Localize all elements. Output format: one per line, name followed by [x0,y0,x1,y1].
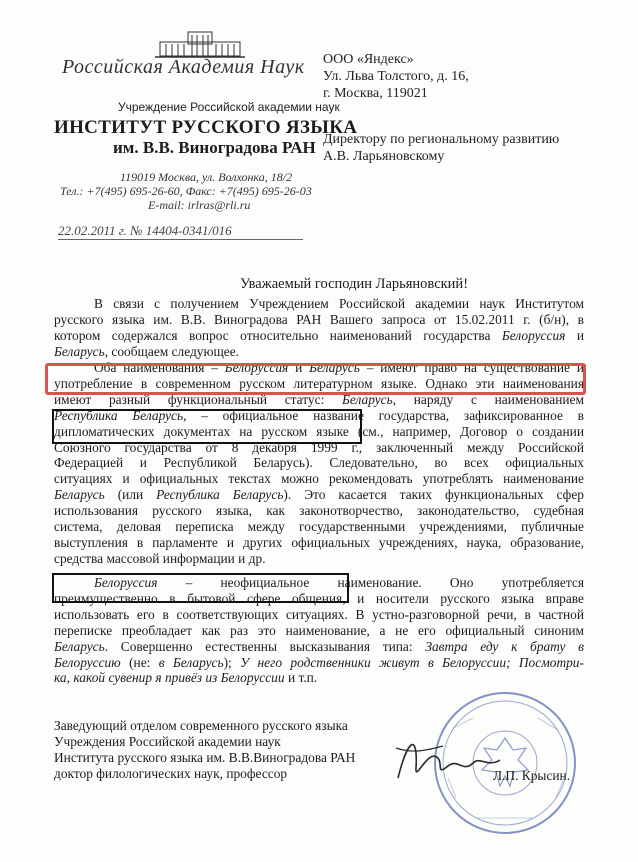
text-line: Республика Беларусь, – официальное название государства, зафиксированное в [54,407,584,423]
registration-underline [58,239,303,240]
text-line: Беларусь (или Республика Беларусь). Это касается таких функциональных сфер [54,487,584,503]
highlight-box-unofficial-name [52,573,349,603]
highlight-box-official-name [52,409,362,444]
text-line: Федерацией и Республикой Беларусь). Следовательно, во всех официальных [54,455,584,471]
text-line: средства массовой информации и др. [54,550,266,566]
recipient-position: Директору по региональному развитию [323,132,560,147]
signer-institution-line: Учреждения Российской академии наук [54,734,281,749]
text-line: русского языка им. В.В. Виноградова РАН Вашего запроса от 15.02.2011 г. (б/н), в [54,311,584,327]
institute-phone: Тел.: +7(495) 695-26-60, Факс: +7(495) 695-26-03 [60,184,312,198]
text-line: Белоруссию (не: в Беларусь); У него родственники живут в Белоруссии; Посмотри- [54,654,584,670]
academy-name: Российская Академия Наук [62,56,305,78]
text-line: Беларусь. Совершенно естественны высказывания типа: Завтра еду к брату в [54,638,584,654]
recipient-city: г. Москва, 119021 [323,86,428,101]
text-line: система, деловая переписка между государственными учреждениями, публичные [54,519,584,535]
paragraph-request [54,296,584,360]
text-line: переписке преобладает как раз это наименование, а не его официальный синоним [54,622,584,638]
text-line: Союзного государства от 8 декабря 1999 г., заключенный между Российской [54,439,584,455]
institute-address: 119019 Москва, ул. Волхонка, 18/2 [120,170,293,184]
text-line: ситуациях и официальных текстах можно рекомендовать употреблять наименование [54,471,584,487]
text-line: выступления в парламенте и других официальных учреждениях, наука, образование, [54,534,584,550]
text-line: использовать его в соответствующих ситуациях. В устно-разговорной речи, в частной [54,606,584,622]
text-line: дипломатических документах на русском языке (см., например, Договор о создании [54,423,584,439]
text-line: ка, какой сувенир я привёз из Белоруссии и т.п. [54,670,318,686]
text-line: имеют разный функциональный статус: Беларусь, наряду с наименованием [54,391,584,407]
registration-number: 22.02.2011 г. № 14404-0341/016 [58,223,232,238]
signer-degree-line: доктор филологических наук, профессор [54,766,288,781]
institute-subtitle: им. В.В. Виноградова РАН [113,138,316,157]
signature-block [54,718,355,782]
text-line: Оба наименования – Белоруссия и Беларусь – имеют право на существование и [94,360,584,375]
signer-institute-line: Института русского языка им. В.В.Виноградова РАН [54,750,356,765]
handwritten-signature-icon [388,728,508,788]
text-line: Беларусь, сообщаем следующее. [54,343,240,359]
recipient-street: Ул. Льва Толстого, д. 16, [323,69,469,84]
institution-line: Учреждение Российской академии наук [118,100,340,114]
signer-position-line: Заведующий отделом современного русского языка [54,718,348,733]
recipient-company: ООО «Яндекс» [323,52,414,67]
signer-name: Л.П. Крысин. [493,768,571,783]
salutation: Уважаемый господин Ларьяновский! [239,276,469,292]
text-line: преимущественно в бытовой сфере общения, и носители русского языка вправе [54,590,584,606]
text-line: использования русского языка, как законотворчество, законодательство, судебная [54,503,584,519]
text-line: Белоруссия – неофициальное наименование. Оно употребляется [94,575,584,590]
highlight-box-red [45,363,586,395]
institute-email: E-mail: irlras@rli.ru [148,198,251,212]
text-line: В связи с получением Учреждением Российской академии наук Институтом [94,296,584,311]
academy-building-emblem-icon [150,30,250,58]
recipient-name: А.В. Ларьяновскому [323,149,445,164]
institute-title: ИНСТИТУТ РУССКОГО ЯЗЫКА [54,117,358,138]
text-line: употребление в современном русском литературном языке. Однако эти наименования [54,375,584,391]
text-line: котором содержался вопрос относительно наименований государства Белоруссия и [54,327,584,343]
